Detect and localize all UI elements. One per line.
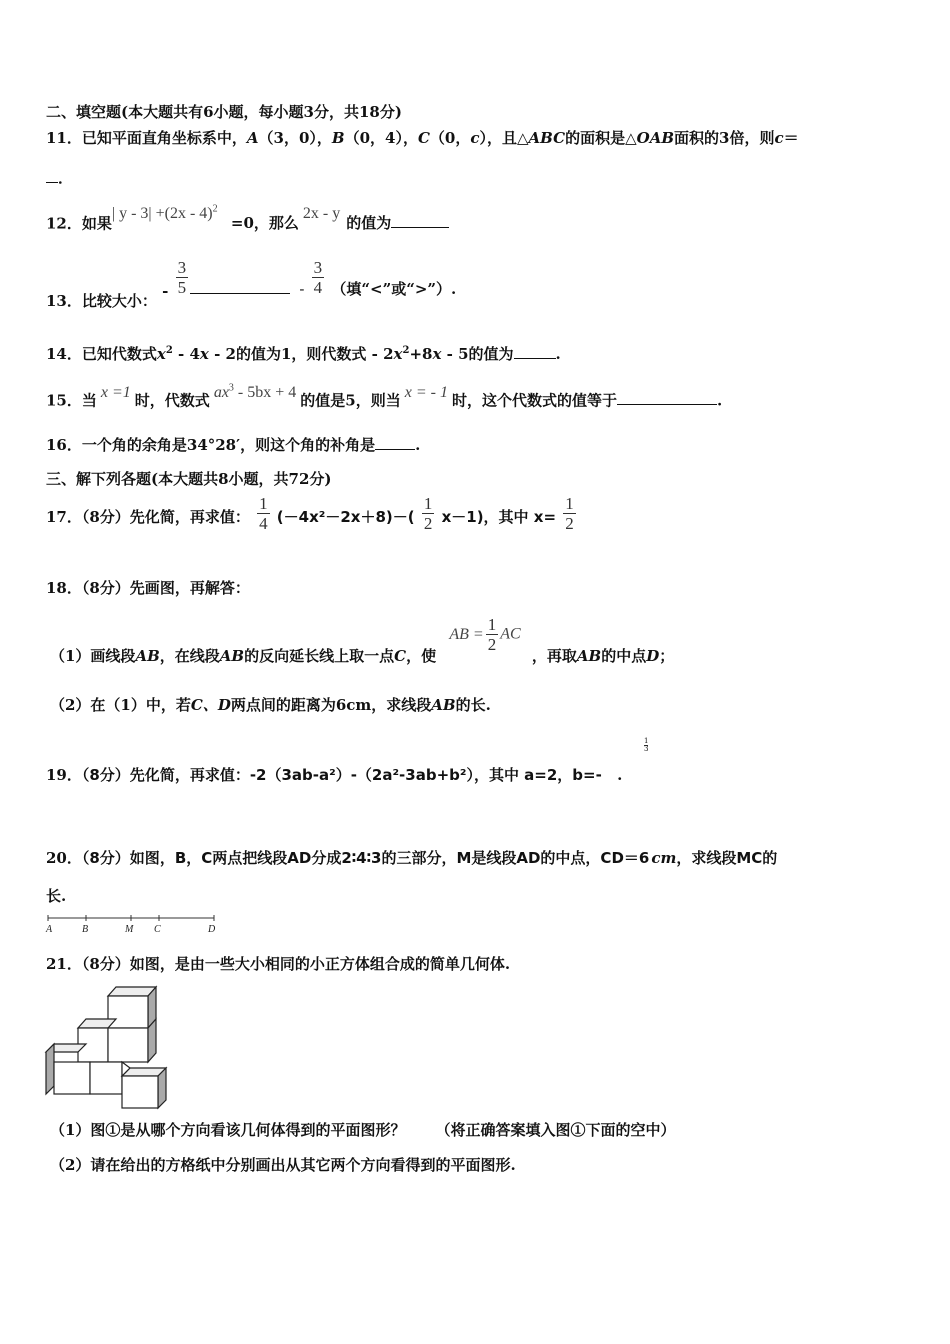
fraction-1-2-b: $\frac{1}{2}$ bbox=[565, 494, 574, 533]
fraction-3-4: $\frac{3}{4}$ bbox=[313, 258, 323, 297]
question-20: 20．（8分）如图，B，C两点把线段AD分成2∶4∶3的三部分，M是线段AD的中点，CD＝6 cm，求线段MC的 bbox=[46, 849, 778, 867]
question-11: 11．已知平面直角坐标系中，A（3，0），B（0，4），C（0，c），且△ABC的面积是△OAB面积的3倍，则c＝ bbox=[46, 129, 799, 147]
answer-blank[interactable] bbox=[391, 213, 449, 228]
label-d: D bbox=[208, 924, 216, 935]
question-16: 16．一个角的余角是34°28′，则这个角的补角是 . bbox=[46, 436, 421, 454]
question-14: 14．已知代数式$x^2 - 4x - 2$的值为1，则代数式 - $2x^2+8x - 5$的值为 . bbox=[46, 345, 561, 363]
question-17: 17．（8分）先化简，再求值： $\frac{1}{4}$ (－4x²－2x＋8)－( $\frac{1}{2}$ x－1)，其中 x= $\frac{1}{2}$ bbox=[46, 494, 574, 533]
label-a: A bbox=[46, 924, 53, 935]
fraction-3-5: $\frac{3}{5}$ bbox=[177, 258, 187, 297]
answer-blank[interactable] bbox=[617, 390, 717, 405]
fraction-1-2: $\frac{1}{2}$ bbox=[423, 494, 433, 533]
section-2-heading: 二、填空题(本大题共有6小题，每小题3分，共18分) bbox=[46, 103, 402, 121]
question-20-line-2: 长. bbox=[46, 887, 67, 905]
question-18: 18．（8分）先画图，再解答： bbox=[46, 579, 250, 597]
question-13: 13．比较大小： - $\frac{3}{5}$ - $\frac{3}{4}$ （填“<”或“>”）. bbox=[46, 258, 457, 310]
question-11-answer-line: ． bbox=[46, 168, 73, 188]
answer-blank[interactable] bbox=[375, 435, 415, 450]
question-21-part-2: （2）请在给出的方格纸中分别画出从其它两个方向看得到的平面图形. bbox=[50, 1156, 516, 1174]
answer-blank[interactable] bbox=[514, 344, 556, 359]
answer-blank[interactable] bbox=[190, 279, 290, 294]
question-21-part-1: （1）图①是从哪个方向看该几何体得到的平面图形？ （将正确答案填入图①下面的空中） bbox=[50, 1121, 676, 1139]
question-15: 15．当 x =1 时，代数式 $ax^3 - 5bx + 4$ 的值是5，则当 x = - 1 时，这个代数式的值等于 . bbox=[46, 383, 723, 410]
cube-stack-figure bbox=[40, 982, 175, 1112]
tiny-fraction-1-3: 1 3 bbox=[644, 737, 649, 753]
fraction-1-4: $\frac{1}{4}$ bbox=[259, 494, 268, 533]
question-19: 19．（8分）先化简，再求值：-2（3ab-a²）-（2a²-3ab+b²），其中 a=2，b=- 1 3 . bbox=[46, 737, 649, 784]
question-12: 12．如果| y - 3| +(2x - 4)$^2$ =0，那么2x - y的值为 bbox=[46, 210, 449, 234]
fraction-1-2-c: $\frac{1}{2}$ bbox=[487, 615, 497, 654]
question-18-part-1: （1）画线段AB，在线段AB的反向延长线上取一点C，使 AB = $\frac{1}{2}$ AC ，再取AB的中点D； bbox=[50, 615, 675, 665]
segment-figure bbox=[44, 910, 224, 936]
section-3-heading: 三、解下列各题(本大题共8小题，共72分) bbox=[46, 470, 332, 488]
label-m: M bbox=[125, 924, 134, 935]
answer-blank[interactable] bbox=[46, 168, 58, 183]
question-18-part-2: （2）在（1）中，若C、D两点间的距离为6cm，求线段AB的长. bbox=[50, 696, 491, 714]
label-c: C bbox=[154, 924, 161, 935]
question-21: 21．（8分）如图，是由一些大小相同的小正方体组合成的简单几何体. bbox=[46, 955, 511, 973]
label-b: B bbox=[82, 924, 89, 935]
